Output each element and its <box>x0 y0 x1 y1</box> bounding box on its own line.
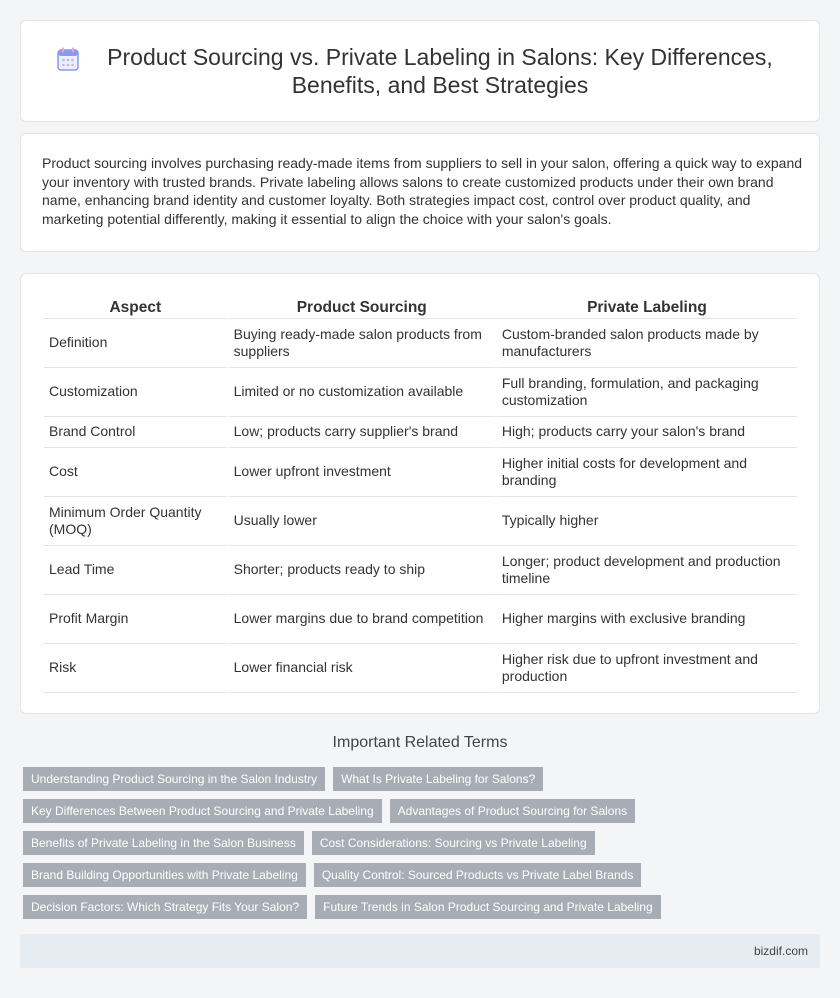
cell-aspect: Risk <box>44 644 227 693</box>
table-header-row <box>44 297 797 319</box>
table-row <box>44 497 797 546</box>
table-row <box>44 546 797 595</box>
cell-sourcing: Lower financial risk <box>229 644 495 693</box>
cell-aspect: Minimum Order Quantity (MOQ) <box>44 497 227 546</box>
page-title: Product Sourcing vs. Private Labeling in Salons: Key Differences, Benefits, and Best Strategies <box>107 44 773 98</box>
header-aspect: Aspect <box>44 297 227 319</box>
cell-labeling: Longer; product development and production timeline <box>497 546 797 595</box>
header-private-labeling: Private Labeling <box>497 297 797 319</box>
cell-sourcing: Low; products carry supplier's brand <box>229 417 495 448</box>
cell-labeling: High; products carry your salon's brand <box>497 417 797 448</box>
intro-card <box>20 133 820 252</box>
cell-sourcing: Usually lower <box>229 497 495 546</box>
cell-labeling: Higher initial costs for development and branding <box>497 448 797 497</box>
table-row <box>44 595 797 644</box>
cell-aspect: Brand Control <box>44 417 227 448</box>
cell-sourcing: Shorter; products ready to ship <box>229 546 495 595</box>
cell-labeling: Higher risk due to upfront investment and production <box>497 644 797 693</box>
cell-sourcing: Limited or no customization available <box>229 368 495 417</box>
header-product-sourcing: Product Sourcing <box>229 297 495 319</box>
table-row <box>44 644 797 693</box>
table-row <box>44 417 797 448</box>
related-term-tag[interactable]: Benefits of Private Labeling in the Salon Business <box>23 831 304 855</box>
table-row <box>44 319 797 368</box>
cell-aspect: Cost <box>44 448 227 497</box>
cell-aspect: Profit Margin <box>44 595 227 644</box>
related-term-tag[interactable]: Understanding Product Sourcing in the Salon Industry <box>23 767 325 791</box>
cell-aspect: Customization <box>44 368 227 417</box>
cell-labeling: Typically higher <box>497 497 797 546</box>
cell-aspect: Lead Time <box>44 546 227 595</box>
intro-paragraph: Product sourcing involves purchasing ready-made items from suppliers to sell in your salon, offering a quick way to expand your inventory with trusted brands. Private labeling allows salons to create customized products under their own brand name, enhancing brand identity and customer loyalty. Both strategies impact cost, control over product quality, and marketing potential differently, making it essential to align the choice with your salon's goals. <box>42 155 803 227</box>
related-term-tag[interactable]: Key Differences Between Product Sourcing and Private Labeling <box>23 799 382 823</box>
footer-site-link[interactable]: bizdif.com <box>753 944 808 958</box>
cell-aspect: Definition <box>44 319 227 368</box>
related-term-tag[interactable]: Decision Factors: Which Strategy Fits Your Salon? <box>23 895 307 919</box>
related-term-tag[interactable]: Cost Considerations: Sourcing vs Private Labeling <box>312 831 595 855</box>
table-row <box>44 368 797 417</box>
comparison-table <box>42 297 799 693</box>
cell-sourcing: Lower margins due to brand competition <box>229 595 495 644</box>
related-terms-heading: Important Related Terms <box>332 734 508 751</box>
related-terms-list <box>23 767 823 927</box>
related-term-tag[interactable]: What Is Private Labeling for Salons? <box>333 767 543 791</box>
cell-labeling: Full branding, formulation, and packaging customization <box>497 368 797 417</box>
cell-sourcing: Lower upfront investment <box>229 448 495 497</box>
comparison-card <box>20 273 820 714</box>
related-term-tag[interactable]: Brand Building Opportunities with Private Labeling <box>23 863 306 887</box>
title-card <box>20 20 820 122</box>
cell-sourcing: Buying ready-made salon products from suppliers <box>229 319 495 368</box>
table-row <box>44 448 797 497</box>
cell-labeling: Higher margins with exclusive branding <box>497 595 797 644</box>
related-term-tag[interactable]: Future Trends in Salon Product Sourcing and Private Labeling <box>315 895 661 919</box>
related-term-tag[interactable]: Quality Control: Sourced Products vs Private Label Brands <box>314 863 641 887</box>
footer <box>20 934 820 968</box>
cell-labeling: Custom-branded salon products made by manufacturers <box>497 319 797 368</box>
related-term-tag[interactable]: Advantages of Product Sourcing for Salons <box>390 799 635 823</box>
